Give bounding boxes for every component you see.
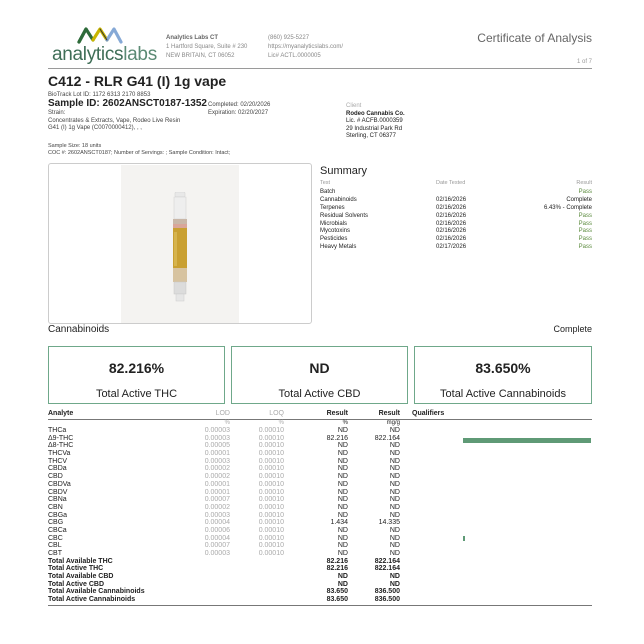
analyte-lod: 0.00006 [204,526,230,534]
summary-header [320,180,592,189]
lab-phone: (860) 925-5227 [268,35,310,41]
total-result-mg: 836.500 [374,588,400,596]
analyte-lod: 0.00003 [204,457,230,465]
analyte-lod: 0.00003 [204,427,230,434]
col-analyte: Analyte [48,410,74,417]
lab-name: Analytics Labs CT [166,35,219,41]
analyte-result-mg: ND [389,488,400,496]
analyte-result-pct: ND [337,511,348,519]
logo-wave-icon [76,26,126,44]
summary-title: Summary [320,165,368,177]
table-row [48,427,592,435]
table-row [48,450,592,458]
client-license: Lic. # ACFB.0000359 [346,118,403,124]
analyte-name: CBT [48,550,62,557]
analyte-name: CBNa [48,496,67,504]
analyte-name: CBL [48,542,62,550]
table-units [48,420,592,427]
analyte-loq: 0.00010 [258,519,284,527]
kpi-label: Total Active CBD [278,388,361,400]
total-row [48,573,592,581]
analyte-lod: 0.00001 [204,480,230,488]
summary-panel [320,163,592,252]
summary-result: Pass [578,244,592,251]
summary-result: Pass [578,189,592,195]
summary-date: 02/17/2026 [436,244,467,251]
unit-result-pct: % [342,420,348,426]
logo-text-bold: analytics [52,44,124,65]
col-result-mg: Result [378,410,400,417]
analyte-result-mg: 14.335 [378,519,400,527]
bar-delta9-thc [463,438,591,443]
sample-id: Sample ID: 2602ANSCT0187-1352 [48,98,207,109]
summary-date: 02/16/2026 [436,212,467,219]
summary-test: Batch [320,189,336,195]
analyte-result-pct: 1.434 [330,519,348,527]
analyte-result-mg: ND [389,442,400,450]
cannabinoids-section-title: Cannabinoids [48,324,110,335]
analyte-result-mg: 822.164 [374,434,400,442]
unit-loq: % [278,420,284,426]
total-name: Total Active THC [48,565,104,573]
summary-test: Residual Solvents [320,212,369,219]
analytics-labs-logo [48,26,157,65]
sample-details [48,143,230,157]
analyte-result-mg: ND [389,542,400,550]
client-address-line1: 29 Industrial Park Rd [346,125,403,132]
total-result-pct: 82.216 [326,565,348,573]
summary-test: Cannabinoids [320,196,357,203]
analyte-result-mg: ND [389,465,400,473]
summary-row [320,205,592,213]
analyte-name: CBN [48,503,63,511]
kpi-value: 83.650% [475,360,531,376]
analyte-loq: 0.00010 [258,480,284,488]
total-result-mg: ND [389,580,400,588]
analyte-loq: 0.00010 [258,542,284,550]
lab-license: Lic# ACTL.0000005 [268,53,321,59]
analyte-result-pct: ND [337,465,348,473]
summary-result: Complete [566,196,592,203]
product-image [48,163,312,324]
product-title: C412 - RLR G41 (I) 1g vape [48,73,227,89]
analyte-result-pct: ND [337,496,348,504]
strain-info [48,110,218,133]
analyte-result-mg: ND [389,473,400,481]
summary-row [320,221,592,229]
analyte-result-mg: ND [389,480,400,488]
logo-text-light: labs [123,44,157,65]
analyte-result-pct: ND [337,534,348,542]
analyte-loq: 0.00010 [258,473,284,481]
analyte-result-pct: 82.216 [326,434,348,442]
total-row [48,588,592,596]
analyte-lod: 0.00003 [204,434,230,442]
client-address-line2: Sterling, CT 06377 [346,133,396,139]
expiration-date: Expiration: 02/20/2027 [208,110,269,116]
summary-row [320,228,592,236]
summary-header-result: Result [576,180,592,186]
table-bottom-rule [48,605,592,606]
summary-date [436,189,520,197]
kpi-total-active-thc [48,346,225,404]
table-row [48,481,592,489]
total-result-pct: 82.216 [326,557,348,565]
table-row [48,519,592,527]
analyte-loq: 0.00010 [258,550,284,557]
analyte-lod: 0.00002 [204,473,230,481]
analyte-loq: 0.00010 [258,488,284,496]
summary-test: Terpenes [320,204,345,211]
summary-test: Pesticides [320,236,348,243]
analyte-name: CBGa [48,511,68,519]
analyte-lod: 0.00001 [204,488,230,496]
summary-test: Microbials [320,220,348,227]
lab-address-line2: NEW BRITAIN, CT 06052 [166,53,235,59]
total-name: Total Available THC [48,557,113,565]
total-row [48,581,592,589]
sample-size: Sample Size: 18 units [48,143,102,149]
analyte-name: CBG [48,519,64,527]
analyte-loq: 0.00010 [258,450,284,458]
analyte-result-pct: ND [337,488,348,496]
analyte-result-pct: ND [337,542,348,550]
summary-row [320,236,592,244]
kpi-total-active-cbd [231,346,408,404]
summary-header-test: Test [320,180,331,186]
summary-result: Pass [578,220,592,227]
kpi-label: Total Active THC [95,388,178,400]
analyte-name: CBCa [48,526,67,534]
summary-result: Pass [578,236,592,243]
analyte-lod: 0.00004 [204,519,230,527]
vape-cartridge-icon [170,192,190,302]
summary-result: Pass [578,228,592,235]
analyte-name: Δ8-THC [48,442,74,450]
summary-date: 02/16/2026 [436,228,467,235]
analyte-lod: 0.00007 [204,496,230,504]
table-row [48,535,592,543]
table-row [48,473,592,481]
analyte-loq: 0.00010 [258,442,284,450]
product-category-detail: G41 (I) 1g Vape (C0070000412), , , [48,125,142,131]
analyte-result-pct: ND [337,550,348,557]
analyte-loq: 0.00010 [258,526,284,534]
table-row [48,496,592,504]
summary-row [320,244,592,252]
analyte-result-mg: ND [389,457,400,465]
analyte-result-pct: ND [337,457,348,465]
analyte-lod: 0.00002 [204,465,230,473]
summary-date: 02/16/2026 [436,236,467,243]
analyte-result-mg: ND [389,511,400,519]
analyte-result-mg: ND [389,450,400,458]
analyte-name: THCV [48,457,68,465]
table-row [48,465,592,473]
analyte-result-pct: ND [337,442,348,450]
total-result-mg: 822.164 [374,557,400,565]
analyte-lod: 0.00002 [204,503,230,511]
analyte-name: CBDa [48,465,67,473]
kpi-value: 82.216% [108,360,165,376]
coa-page [48,0,592,644]
total-name: Total Active CBD [48,580,105,588]
analyte-result-pct: ND [337,427,348,434]
summary-row [320,197,592,205]
analyte-result-pct: ND [337,526,348,534]
analyte-result-pct: ND [337,480,348,488]
table-body [48,427,592,604]
completed-date: Completed: 02/20/2026 [208,102,271,108]
analyte-result-pct: ND [337,450,348,458]
client-name: Rodeo Cannabis Co. [346,110,405,117]
total-result-pct: ND [337,580,348,588]
strain-label: Strain: [48,110,66,116]
coc-info: COC #: 2602ANSCT0187; Number of Servings: ; Sample Condition: Intact; [48,150,231,156]
header-divider [48,68,592,69]
client-info [346,103,405,141]
analyte-lod: 0.00003 [204,550,230,557]
lab-address [166,34,247,61]
analyte-result-pct: ND [337,503,348,511]
summary-header-date: Date Tested [436,180,466,186]
client-label: Client [346,103,362,109]
table-row [48,442,592,450]
analyte-lod: 0.00007 [204,542,230,550]
bar-cbg [463,536,465,541]
table-header [48,410,592,420]
table-row [48,527,592,535]
summary-test: Mycotoxins [320,228,351,235]
summary-test: Heavy Metals [320,244,357,251]
table-row [48,542,592,550]
analyte-loq: 0.00010 [258,503,284,511]
analyte-name: THCVa [48,450,71,458]
analyte-loq: 0.00010 [258,496,284,504]
summary-rows [320,189,592,252]
analyte-result-pct: ND [337,473,348,481]
unit-result-mg: mg/g [386,420,400,426]
total-result-mg: 836.500 [374,596,400,604]
total-result-pct: 83.650 [326,596,348,604]
table-row [48,458,592,466]
total-row [48,565,592,573]
analyte-result-mg: ND [389,550,400,557]
col-result-pct: Result [326,410,348,417]
table-row [48,489,592,497]
kpi-label: Total Active Cannabinoids [440,388,566,400]
col-qualifiers: Qualifiers [412,410,445,417]
lab-contact [268,34,343,61]
total-result-mg: ND [389,573,400,581]
summary-row [320,189,592,197]
analyte-loq: 0.00010 [258,534,284,542]
analyte-name: CBD [48,473,63,481]
analyte-lod: 0.00004 [204,534,230,542]
analyte-name: THCa [48,427,67,434]
analyte-loq: 0.00010 [258,465,284,473]
analyte-result-mg: ND [389,496,400,504]
document-title: Certificate of Analysis [477,31,592,45]
page-number: 1 of 7 [576,59,592,65]
total-result-pct: 83.650 [326,588,348,596]
biotrack-lot-id: BioTrack Lot ID: 1172 6313 2170 8853 [48,92,151,98]
analyte-lod: 0.00003 [204,511,230,519]
summary-result: Pass [578,212,592,219]
analyte-name: CBDV [48,488,68,496]
lab-address-line1: 1 Hartford Square, Suite # 230 [166,44,248,50]
analyte-result-mg: ND [389,526,400,534]
total-row [48,558,592,566]
kpi-total-active-cannabinoids [414,346,592,404]
analyte-name: CBC [48,534,63,542]
col-loq: LOQ [269,410,284,417]
analyte-name: CBDVa [48,480,71,488]
table-row [48,550,592,558]
analyte-result-mg: ND [389,503,400,511]
analyte-loq: 0.00010 [258,457,284,465]
total-name: Total Active Cannabinoids [48,596,136,604]
total-result-mg: 822.164 [374,565,400,573]
analyte-loq: 0.00010 [258,511,284,519]
total-result-pct: ND [337,573,348,581]
analyte-lod: 0.00005 [204,442,230,450]
col-lod: LOD [215,410,230,417]
analyte-name: Δ9-THC [48,434,74,442]
summary-date: 02/16/2026 [436,220,467,227]
kpi-value: ND [309,360,330,376]
summary-date: 02/16/2026 [436,204,467,211]
cannabinoids-status: Complete [553,324,592,334]
unit-lod: % [224,420,230,426]
table-row [48,504,592,512]
lab-website-link[interactable]: https://myanalyticslabs.com/ [268,44,344,50]
total-name: Total Available Cannabinoids [48,588,145,596]
analyte-loq: 0.00010 [258,427,284,434]
analyte-result-mg: ND [389,427,400,434]
summary-date: 02/16/2026 [436,196,467,203]
analyte-lod: 0.00001 [204,450,230,458]
analyte-loq: 0.00010 [258,434,284,442]
product-category: Concentrates & Extracts, Vape, Rodeo Live Resin [48,117,181,124]
total-name: Total Available CBD [48,573,114,581]
table-row [48,512,592,520]
analyte-result-mg: ND [389,534,400,542]
summary-result: 6.43% - Complete [543,204,592,211]
summary-row [320,213,592,221]
total-row [48,596,592,604]
